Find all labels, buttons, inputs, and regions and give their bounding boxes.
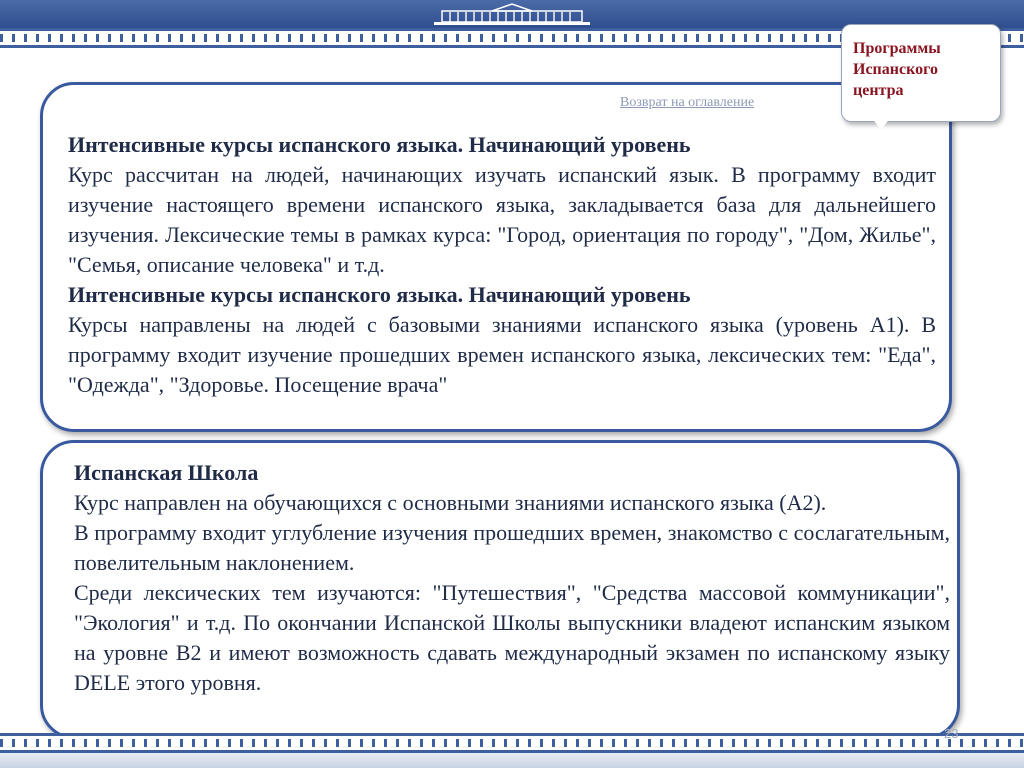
spanish-school-content xyxy=(74,458,950,698)
footer-bar xyxy=(0,753,1024,768)
spanish-school-heading: Испанская Школа xyxy=(74,460,259,485)
spanish-school-target: Курс направлен на обучающихся с основными знаниями испанского языка (А2). xyxy=(74,490,827,515)
bottom-ornament-border xyxy=(0,733,1024,753)
callout-line-1: Программы xyxy=(853,40,941,57)
spanish-school-topics: Среди лексических тем изучаются: "Путешествия", "Средства массовой коммуникации", "Экология" и т.д. По окончании Испанской Школы выпускники владеют испанским языком на уровне В2 и имеют возможность сдавать международный экзамен по испанскому языку DELE этого уровня. xyxy=(74,580,950,695)
beginner-course-heading: Интенсивные курсы испанского языка. Начинающий уровень xyxy=(68,132,691,157)
intensive-courses-content xyxy=(68,130,936,400)
beginner-course-description: Курс рассчитан на людей, начинающих изучать испанский язык. В программу входит изучение настоящего времени испанского языка, закладывается база для дальнейшего изучения. Лексические темы в рамках курса: "Город, ориентация по городу", "Дом, Жилье", "Семья, описание человека" и т.д. xyxy=(68,162,936,277)
callout-line-2: Испанского xyxy=(853,61,938,78)
beginner-course-description-2: Курсы направлены на людей с базовыми знаниями испанского языка (уровень А1). В программу входит изучение прошедших времен испанского языка, лексических тем: "Еда", "Одежда", "Здоровье. Посещение врача" xyxy=(68,312,936,397)
beginner-course-heading-2: Интенсивные курсы испанского языка. Начинающий уровень xyxy=(68,282,691,307)
programs-callout-text xyxy=(853,38,993,101)
university-building-icon xyxy=(432,2,592,26)
callout-line-3: центра xyxy=(853,82,904,99)
spanish-school-program: В программу входит углубление изучения прошедших времен, знакомство с сослагательным, повелительным наклонением. xyxy=(74,520,950,575)
back-to-contents-link[interactable]: Возврат на оглавление xyxy=(620,95,755,110)
page-number: 23 xyxy=(944,726,959,741)
callout-pointer xyxy=(872,118,890,130)
